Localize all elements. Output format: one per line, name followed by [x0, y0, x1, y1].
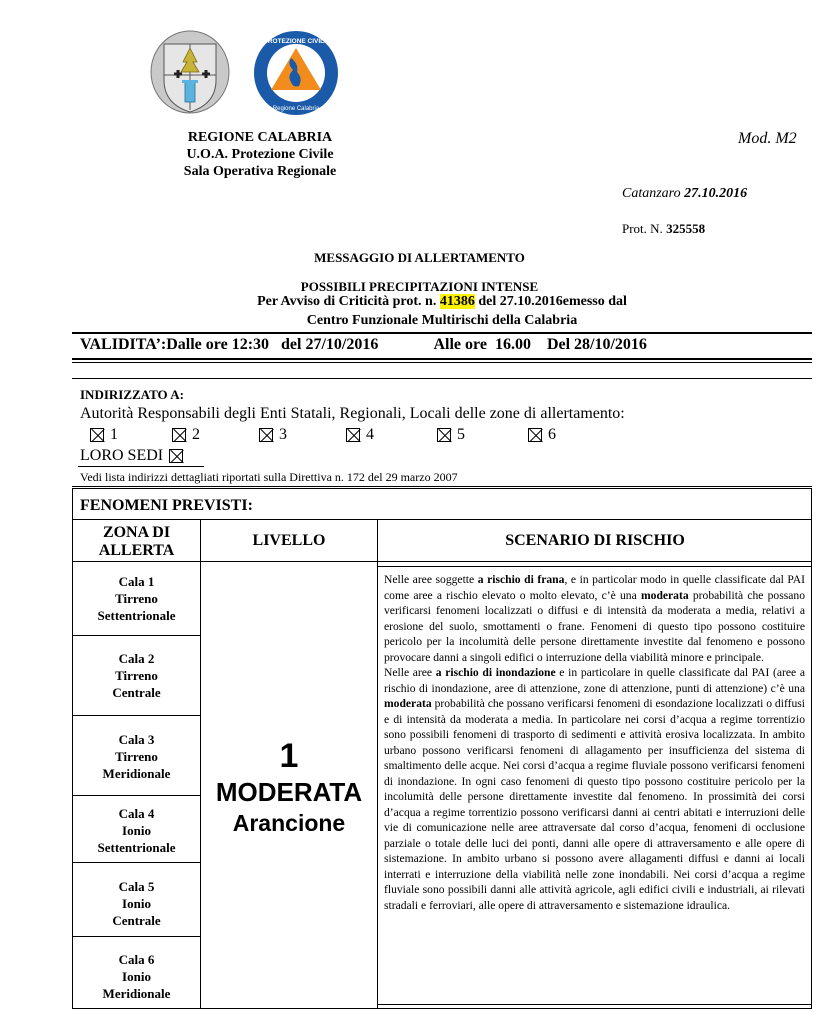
divider-note [72, 486, 812, 487]
table-line [377, 1004, 812, 1005]
table-line [72, 795, 200, 796]
zone-name: Cala 5 [118, 879, 155, 894]
table-line [72, 862, 200, 863]
divider-validity-1 [72, 358, 812, 360]
avviso-number: 41386 [439, 294, 475, 309]
checked-box-icon [90, 428, 104, 442]
zone-label: 4 [366, 426, 374, 443]
scenario-keyword: moderata [384, 697, 432, 710]
avviso-prefix: Per Avviso di Criticità prot. n. [257, 294, 440, 309]
zone-area: Settentrionale [97, 608, 176, 623]
zone-checkboxes [90, 426, 690, 446]
checked-box-icon [172, 428, 186, 442]
zone-cell-1 [73, 573, 200, 624]
zone-sea: Ionio [122, 823, 151, 838]
scenario-text: , e in particolar modo in quelle classificate dal PAI come aree a rischio elevato o molto elevato, c’è una [384, 573, 805, 602]
zone-checkbox-1[interactable] [90, 426, 118, 444]
protezione-civile-logo [253, 30, 339, 116]
zone-sea: Tirreno [115, 591, 158, 606]
divider-top [72, 332, 812, 334]
divider-validity-2 [72, 362, 812, 363]
message-subtitle: POSSIBILI PRECIPITAZIONI INTENSE [300, 279, 539, 294]
table-line [377, 519, 378, 1009]
zone-checkbox-3[interactable] [259, 426, 287, 444]
column-header-zone-line1: ZONA DI [102, 524, 171, 541]
scenario-flood [384, 665, 805, 913]
loro-sedi-underline [78, 466, 204, 467]
avviso-suffix: del 27.10.2016emesso dal [474, 294, 627, 309]
avviso-line [0, 294, 839, 310]
risk-scenario-text [384, 572, 805, 913]
table-line [377, 566, 812, 567]
zone-checkbox-6[interactable] [528, 426, 556, 444]
table-line [72, 519, 812, 520]
zone-cell-5 [73, 878, 200, 929]
zone-area: Centrale [112, 913, 161, 928]
loro-sedi-label: LORO SEDI [80, 447, 164, 464]
addressed-to-title: INDIRIZZATO A: [80, 387, 184, 402]
alert-level-number: 1 [279, 737, 299, 775]
zone-area: Centrale [112, 685, 161, 700]
validity-line: VALIDITA’:Dalle ore 12:30 del 27/10/2016 Alle ore 16.00 Del 28/10/2016 [80, 336, 647, 353]
zone-sea: Tirreno [115, 668, 158, 683]
zone-sea: Ionio [122, 969, 151, 984]
table-line [72, 936, 200, 937]
zone-area: Meridionale [102, 986, 171, 1001]
org-office: Sala Operativa Regionale [183, 164, 337, 179]
zone-checkbox-2[interactable] [172, 426, 200, 444]
model-code: Mod. M2 [738, 130, 797, 147]
alert-level-color: Arancione [232, 810, 346, 836]
logo-text-bottom: Regione Calabria [272, 106, 320, 112]
zone-sea: Tirreno [115, 749, 158, 764]
zone-cell-4 [73, 805, 200, 856]
zone-name: Cala 1 [118, 574, 155, 589]
column-header-level: LIVELLO [252, 532, 326, 549]
divider-validity-3 [72, 378, 812, 379]
phenomena-title: FENOMENI PREVISTI: [80, 497, 253, 514]
scenario-text: Nelle aree [384, 666, 436, 679]
scenario-text: e in particolare in quelle classificate dal PAI (aree a rischio di inondazione, aree di attenzione, zone di attenzione, punti di attenzione) c’è una [384, 666, 805, 695]
zone-label: 5 [457, 426, 465, 443]
checked-box-icon [528, 428, 542, 442]
organization-block [150, 129, 370, 180]
scenario-landslide [384, 572, 805, 665]
column-header-scenario: SCENARIO DI RISCHIO [505, 532, 685, 549]
zone-area: Settentrionale [97, 840, 176, 855]
zone-cell-2 [73, 650, 200, 701]
prot-prefix: Prot. N. [622, 221, 667, 236]
checked-box-icon [259, 428, 273, 442]
scenario-text: probabilità che possano verificarsi fenomeni di esondazione localizzati o diffusi e di intensità da moderata a media. In particolare nei corsi d’acqua a regime torrentizio sono possibili fenomeni di trasporto di sedimenti e attività erosiva localizzata. In ambito urbano possono verificarsi fenomeni di allagamento per insufficienza del sistema di smaltimento delle acque. Nei corsi d’acqua a regime fluviale possono verificarsi fenomeni di inondazione. In ogni caso fenomeni di questo tipo possono costituire pericolo per la incolumità delle persone direttamente investite dal fenomeno. In prossimità dei corsi d’acqua a regime torrentizio possono verificarsi danni ai centri abitati e interruzioni delle vie di comunicazione nelle aree attraversate dal corso d’acqua, fenomeni di occlusione parziale o totale delle luci dei ponti, danni alle opere di attraversamento e alle opere di sistemazione. In ambito urbano si possono avere allagamenti diffusi e danni ai locali interrati e interruzione della viabilità nelle zone inondabili. Nei corsi d’acqua a regime fluviale sono possibili danni alle attività agricole, agli edifici civili e industriali, ai rilevati stradali e ferroviari, alle opere di attraversamento e sistemazione idraulica. [384, 697, 805, 912]
scenario-keyword: a rischio di frana [477, 573, 565, 586]
org-department: U.O.A. Protezione Civile [186, 147, 334, 162]
logo-text-top: PROTEZIONE CIVILE [263, 38, 329, 45]
zone-label: 3 [279, 426, 287, 443]
loro-sedi [80, 447, 189, 465]
regione-calabria-coat-of-arms [150, 30, 230, 115]
checked-box-icon[interactable] [169, 449, 183, 463]
column-header-zone-line2: ALLERTA [98, 542, 175, 559]
table-line [72, 635, 200, 636]
scenario-text: probabilità che possano verificarsi fenomeni localizzati o diffusi e di intensità da moderata a media, relativi a erosione del suolo, smottamenti o frane. Fenomeni di questo tipo possono costituire pericolo per la incolumità delle persone direttamente investite dal fenomeno e possono provocare danni a singoli edifici o interruzione della viabilità minore e principale. [384, 588, 805, 664]
directive-note: Vedi lista indirizzi dettagliati riportati sulla Direttiva n. 172 del 29 marzo 2007 [80, 470, 458, 484]
zone-name: Cala 2 [118, 651, 155, 666]
zone-sea: Ionio [122, 896, 151, 911]
zone-name: Cala 6 [118, 952, 155, 967]
scenario-keyword: moderata [640, 588, 689, 602]
zone-checkbox-4[interactable] [346, 426, 374, 444]
scenario-keyword: a rischio di inondazione [435, 666, 556, 679]
alert-level-name: MODERATA [215, 777, 363, 807]
zone-label: 1 [110, 426, 118, 443]
checked-box-icon [437, 428, 451, 442]
document-date [622, 186, 747, 202]
protocol-number [622, 221, 705, 237]
addressed-to-text: Autorità Responsabili degli Enti Statali, Regionali, Locali delle zone di allertamento: [80, 405, 625, 422]
zone-name: Cala 4 [118, 806, 155, 821]
table-line [72, 561, 812, 562]
scenario-text: Nelle aree soggette [384, 573, 478, 586]
zone-name: Cala 3 [118, 732, 155, 747]
zone-label: 6 [548, 426, 556, 443]
date-prefix: Catanzaro [622, 186, 685, 201]
zone-cell-6 [73, 951, 200, 1002]
zone-label: 2 [192, 426, 200, 443]
zone-cell-3 [73, 731, 200, 782]
org-name: REGIONE CALABRIA [187, 130, 333, 145]
centro-funzionale: Centro Funzionale Multirischi della Calabria [306, 313, 578, 328]
zone-area: Meridionale [102, 766, 171, 781]
prot-value: 325558 [666, 221, 706, 236]
checked-box-icon [346, 428, 360, 442]
column-header-zone [73, 524, 200, 560]
zone-checkbox-5[interactable] [437, 426, 465, 444]
table-line [72, 715, 200, 716]
message-title: MESSAGGIO DI ALLERTAMENTO [314, 250, 525, 265]
date-value: 27.10.2016 [684, 186, 748, 201]
